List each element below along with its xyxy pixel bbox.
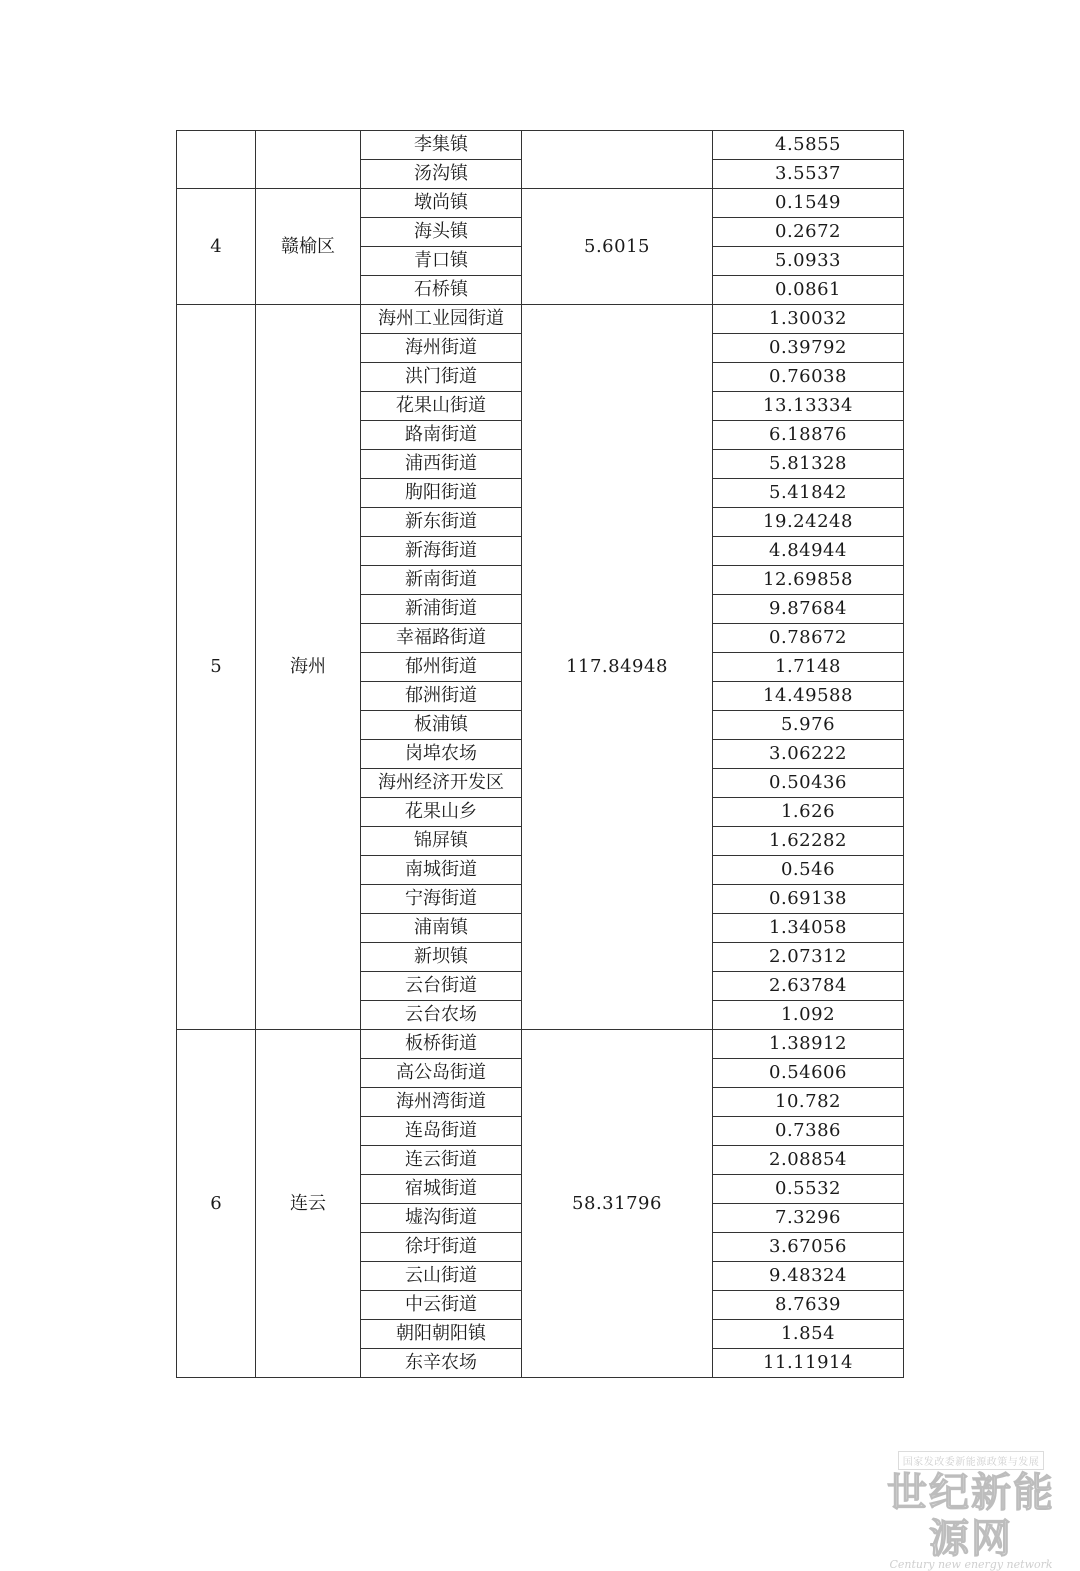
table-row	[177, 305, 904, 334]
region-total-cell	[522, 131, 713, 189]
town-value-cell: 0.5532	[713, 1175, 904, 1204]
town-cell: 云台农场	[361, 1001, 522, 1030]
town-cell: 海州工业园街道	[361, 305, 522, 334]
town-value-cell: 3.06222	[713, 740, 904, 769]
seq-cell: 6	[177, 1030, 256, 1378]
town-cell: 花果山街道	[361, 392, 522, 421]
town-cell: 李集镇	[361, 131, 522, 160]
town-cell: 锦屏镇	[361, 827, 522, 856]
town-cell: 新东街道	[361, 508, 522, 537]
town-value-cell: 6.18876	[713, 421, 904, 450]
town-value-cell: 5.976	[713, 711, 904, 740]
town-cell: 东辛农场	[361, 1349, 522, 1378]
table-row	[177, 189, 904, 218]
town-cell: 宿城街道	[361, 1175, 522, 1204]
town-value-cell: 3.67056	[713, 1233, 904, 1262]
town-value-cell: 1.7148	[713, 653, 904, 682]
town-value-cell: 5.81328	[713, 450, 904, 479]
town-value-cell: 0.69138	[713, 885, 904, 914]
town-cell: 新海街道	[361, 537, 522, 566]
region-total-cell: 58.31796	[522, 1030, 713, 1378]
town-cell: 板桥街道	[361, 1030, 522, 1059]
town-value-cell: 8.7639	[713, 1291, 904, 1320]
town-cell: 新浦街道	[361, 595, 522, 624]
town-value-cell: 1.30032	[713, 305, 904, 334]
town-value-cell: 12.69858	[713, 566, 904, 595]
seq-cell: 4	[177, 189, 256, 305]
town-value-cell: 0.54606	[713, 1059, 904, 1088]
town-value-cell: 5.0933	[713, 247, 904, 276]
town-cell: 新南街道	[361, 566, 522, 595]
town-cell: 郁洲街道	[361, 682, 522, 711]
town-value-cell: 0.546	[713, 856, 904, 885]
town-cell: 墩尚镇	[361, 189, 522, 218]
region-total-cell: 5.6015	[522, 189, 713, 305]
town-value-cell: 1.34058	[713, 914, 904, 943]
town-value-cell: 1.854	[713, 1320, 904, 1349]
town-cell: 海州街道	[361, 334, 522, 363]
table-row	[177, 1030, 904, 1059]
town-cell: 海州经济开发区	[361, 769, 522, 798]
town-cell: 岗埠农场	[361, 740, 522, 769]
town-cell: 幸福路街道	[361, 624, 522, 653]
table-row	[177, 131, 904, 160]
town-value-cell: 11.11914	[713, 1349, 904, 1378]
watermark-top-text: 国家发改委新能源政策与发展	[898, 1451, 1045, 1470]
town-value-cell: 1.092	[713, 1001, 904, 1030]
town-value-cell: 2.08854	[713, 1146, 904, 1175]
town-value-cell: 0.7386	[713, 1117, 904, 1146]
town-value-cell: 1.38912	[713, 1030, 904, 1059]
town-cell: 朐阳街道	[361, 479, 522, 508]
town-value-cell: 5.41842	[713, 479, 904, 508]
town-value-cell: 0.1549	[713, 189, 904, 218]
region-cell: 赣榆区	[256, 189, 361, 305]
town-value-cell: 14.49588	[713, 682, 904, 711]
town-value-cell: 0.50436	[713, 769, 904, 798]
town-value-cell: 9.87684	[713, 595, 904, 624]
watermark-sub-text: Century new energy network	[889, 1558, 1053, 1571]
town-cell: 花果山乡	[361, 798, 522, 827]
town-cell: 云台街道	[361, 972, 522, 1001]
town-cell: 石桥镇	[361, 276, 522, 305]
town-value-cell: 0.76038	[713, 363, 904, 392]
town-value-cell: 1.62282	[713, 827, 904, 856]
town-cell: 新坝镇	[361, 943, 522, 972]
town-cell: 云山街道	[361, 1262, 522, 1291]
town-cell: 高公岛街道	[361, 1059, 522, 1088]
town-value-cell: 9.48324	[713, 1262, 904, 1291]
town-cell: 连云街道	[361, 1146, 522, 1175]
town-value-cell: 0.2672	[713, 218, 904, 247]
town-value-cell: 1.626	[713, 798, 904, 827]
town-cell: 浦西街道	[361, 450, 522, 479]
town-cell: 连岛街道	[361, 1117, 522, 1146]
town-value-cell: 0.39792	[713, 334, 904, 363]
watermark-main-text: 世纪新能源网	[887, 1470, 1055, 1562]
town-value-cell: 19.24248	[713, 508, 904, 537]
town-value-cell: 4.5855	[713, 131, 904, 160]
town-value-cell: 10.782	[713, 1088, 904, 1117]
town-value-cell: 0.0861	[713, 276, 904, 305]
town-cell: 南城街道	[361, 856, 522, 885]
town-value-cell: 13.13334	[713, 392, 904, 421]
watermark-logo	[876, 1450, 1066, 1571]
town-cell: 洪门街道	[361, 363, 522, 392]
town-cell: 郁州街道	[361, 653, 522, 682]
town-value-cell: 4.84944	[713, 537, 904, 566]
town-cell: 板浦镇	[361, 711, 522, 740]
town-cell: 浦南镇	[361, 914, 522, 943]
region-cell: 海州	[256, 305, 361, 1030]
town-cell: 徐圩街道	[361, 1233, 522, 1262]
town-cell: 宁海街道	[361, 885, 522, 914]
town-cell: 路南街道	[361, 421, 522, 450]
town-cell: 青口镇	[361, 247, 522, 276]
town-cell: 中云街道	[361, 1291, 522, 1320]
region-cell: 连云	[256, 1030, 361, 1378]
town-cell: 朝阳朝阳镇	[361, 1320, 522, 1349]
town-value-cell: 7.3296	[713, 1204, 904, 1233]
region-cell	[256, 131, 361, 189]
town-cell: 海州湾街道	[361, 1088, 522, 1117]
town-value-cell: 0.78672	[713, 624, 904, 653]
seq-cell: 5	[177, 305, 256, 1030]
town-cell: 墟沟街道	[361, 1204, 522, 1233]
town-value-cell: 3.5537	[713, 160, 904, 189]
region-total-cell: 117.84948	[522, 305, 713, 1030]
allocation-table	[176, 130, 904, 1378]
town-value-cell: 2.07312	[713, 943, 904, 972]
town-cell: 海头镇	[361, 218, 522, 247]
seq-cell	[177, 131, 256, 189]
town-cell: 汤沟镇	[361, 160, 522, 189]
town-value-cell: 2.63784	[713, 972, 904, 1001]
table-body	[177, 131, 904, 1378]
